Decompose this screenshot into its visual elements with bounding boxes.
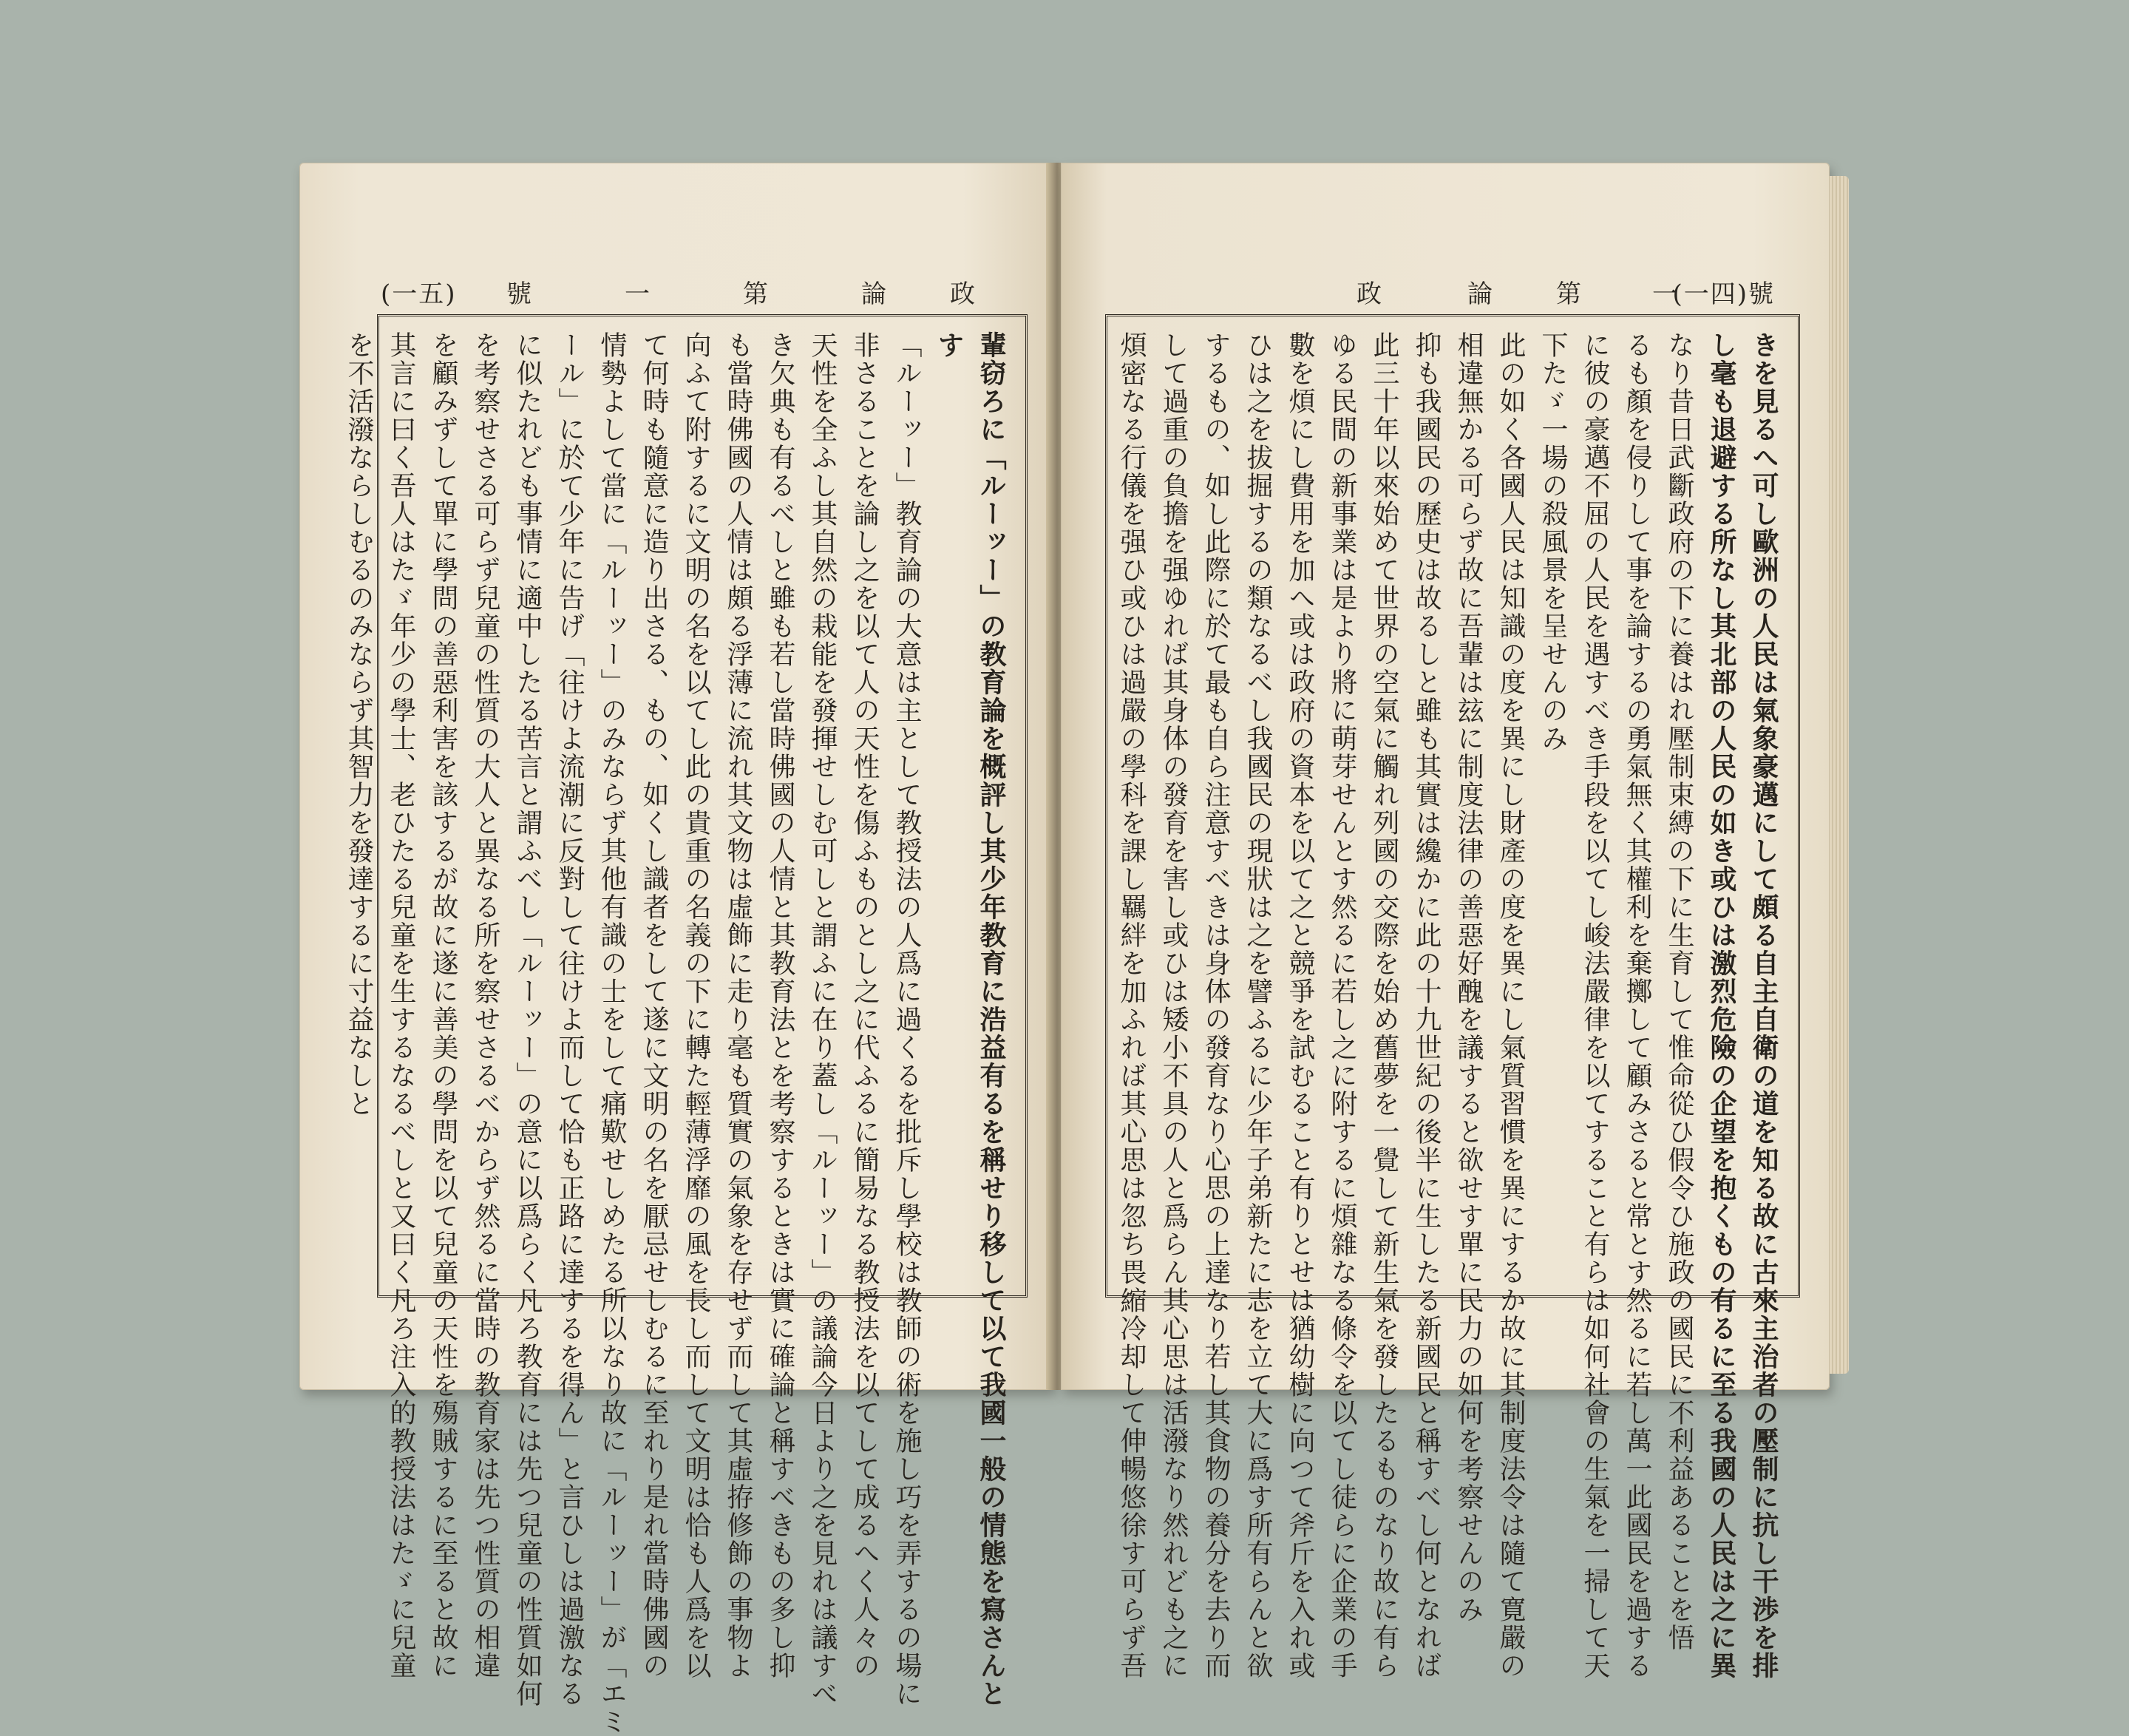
text-column: 其言に曰く吾人はたゞ年少の學士、老ひたる兒童を生するなるべしと又曰く凡ろ注入的教授法はたゞに兒童: [386, 331, 416, 1680]
text-column: 此の如く各國人民は知識の度を異にし財產の度を異にし氣質習慣を異にするか故に其制度法令は隨て寛嚴の: [1495, 331, 1526, 1680]
right-page: [1061, 163, 1830, 1680]
vertical-text-body: [344, 331, 1012, 1736]
text-column: を顧みずして單に學問の善惡利害を該するが故に遂に善美の學問を以て兒童の天性を殤賊するに至ると故に: [428, 331, 458, 1680]
text-column: し毫も退避する所なし其北部の人民の如き或ひは激烈危險の企望を抱くもの有るに至る我國の人民は之に異: [1706, 331, 1737, 1680]
text-column: を不活潑ならしむるのみならず其智力を發達するに寸益なしと: [344, 331, 374, 1118]
text-frame: [1105, 314, 1800, 1680]
header-char: 一: [1652, 279, 1679, 309]
page-number: (一五): [381, 279, 457, 309]
text-column: ール」に於て少年に告げ「往けよ流潮に反對して往けよ而して恰も正路に達するを得ん」と言ひしは過激なる: [554, 331, 585, 1708]
text-column: も當時佛國の人情は頗る浮薄に流れ其文物は虛飾に走り毫も質實の氣象を存せず而して其虛拵修飾の事物よ: [723, 331, 753, 1680]
header-char: 號: [1748, 279, 1775, 309]
text-column: を考察せさる可らず兒童の性質の大人と異なる所を察せさるべからず然るに當時の教育家は先つ性質の相違: [470, 331, 500, 1680]
text-column: 相違無かる可らず故に吾輩は玆に制度法律の善惡好醜を議すると欲せす單に民力の如何を考察せんのみ: [1453, 331, 1484, 1624]
header-char: 第: [1556, 279, 1583, 309]
text-column: に似たれども事情に適中したる苦言と謂ふべし「ルーッー」の意に以爲らく凡ろ教育には先つ兒童の性質如何: [512, 331, 543, 1708]
page-edges: [1830, 176, 1849, 1374]
text-column: するもの、如し此際に於て最も自ら注意すべきは身体の發育なり心思の上達なり若し其食物の養分を去り而: [1201, 331, 1231, 1680]
header-char: 一: [625, 279, 651, 309]
header-char: 論: [861, 279, 888, 309]
text-column: ゆる民間の新事業は是より將に萌芽せんとす然るに若し之に附するに煩雜なる條令を以てし徒らに企業の手: [1327, 331, 1357, 1680]
text-column: き欠典も有るべしと雖も若し當時佛國の人情と其教育法とを考察するときは實に確論と稱すべきもの多し抑: [765, 331, 795, 1680]
header-char: 第: [743, 279, 770, 309]
text-column: 非さることを論し之を以て人の天性を傷ふものとし之に代ふるに簡易なる教授法を以てして成るへく人々の: [849, 331, 880, 1680]
text-column: 天性を全ふし其自然の栽能を發揮せしむ可しと謂ふに在り蓋し「ルーッー」の議論今日より之を見れは議すべ: [807, 331, 838, 1708]
text-column: して過重の負擔を强ゆれば其身体の發育を害し或ひは矮小不具の人と爲らん其心思は活潑なり然れども之に: [1158, 331, 1189, 1680]
right-page-header: [1142, 274, 1775, 311]
text-column: 煩密なる行儀を强ひ或ひは過嚴の學科を課し羈絆を加ふれば其心思は忽ち畏縮冷却して伸暢悠徐す可らず吾: [1116, 331, 1147, 1680]
header-char: 號: [506, 279, 533, 309]
text-column: なり昔日武斷政府の下に養はれ壓制束縛の下に生育して惟命從ひ假令ひ施政の國民に不利益あることを悟: [1664, 331, 1694, 1652]
header-char: 政: [950, 279, 977, 309]
text-column: ひは之を拔掘するの類なるべし我國民の現狀は之を譬ふるに少年子弟新たに志を立て大に爲す所有らんと欲: [1243, 331, 1273, 1680]
text-column: 抑も我國民の歷史は故るしと雖も其實は纔かに此の十九世紀の後半に生したる新國民と稱すべし何となれば: [1411, 331, 1442, 1680]
text-column: 向ふて附するに文明の名を以てし此の貴重の名義の下に轉た輕薄浮靡の風を長し而して文明は恰も人爲を以: [681, 331, 711, 1680]
header-char: 論: [1467, 279, 1494, 309]
text-frame: [344, 314, 1028, 1736]
text-column: す: [934, 331, 965, 359]
text-column: 數を煩にし費用を加へ或は政府の資本を以て之と競爭を試むること有りとせは猶幼樹に向つて斧斤を入れ或: [1285, 331, 1315, 1680]
text-column: 下たゞ一場の殺風景を呈せんのみ: [1538, 331, 1568, 753]
text-column: 「ルーッー」教育論の大意は主として教授法の人爲に過くるを批斥し學校は教師の術を施し巧を弄するの場に: [892, 331, 922, 1708]
left-page-header: [381, 274, 977, 311]
header-char: 政: [1356, 279, 1383, 309]
text-column: るも顏を侵りして事を論するの勇氣無く其權利を棄擲して顧みさると常とす然るに若し萬一此國民を過する: [1622, 331, 1652, 1680]
text-column: て何時も隨意に造り出さる、もの、如くし識者をして遂に文明の名を厭忌せしむるに至れり是れ當時佛國の: [639, 331, 669, 1680]
text-column: 輩窃ろに「ルーッー」の教育論を概評し其少年教育に浩益有るを稱せり移して以て我國一般の情態を寫さんと: [976, 331, 1007, 1708]
left-page: [299, 163, 1053, 1736]
text-column: きを見るへ可し歐洲の人民は氣象豪邁にして頗る自主自衛の道を知る故に古來主治者の壓制に抗し干渉を排: [1748, 331, 1779, 1680]
open-book: [299, 163, 1844, 1736]
text-column: 情勢よして當に「ルーッー」のみならず其他有識の士をして痛歎せしめたる所以なり故に「ルーッー」が「エミ: [597, 331, 627, 1736]
vertical-text-body: [1116, 331, 1785, 1680]
text-column: に彼の豪邁不屈の人民を遇すべき手段を以てし峻法嚴律を以てすること有らは如何社會の生氣を一掃して天: [1580, 331, 1610, 1680]
text-column: 此三十年以來始めて世界の空氣に觸れ列國の交際を始め舊夢を一覺して新生氣を發したるものなり故に有ら: [1369, 331, 1399, 1680]
page-number: (一四): [1672, 279, 1748, 309]
